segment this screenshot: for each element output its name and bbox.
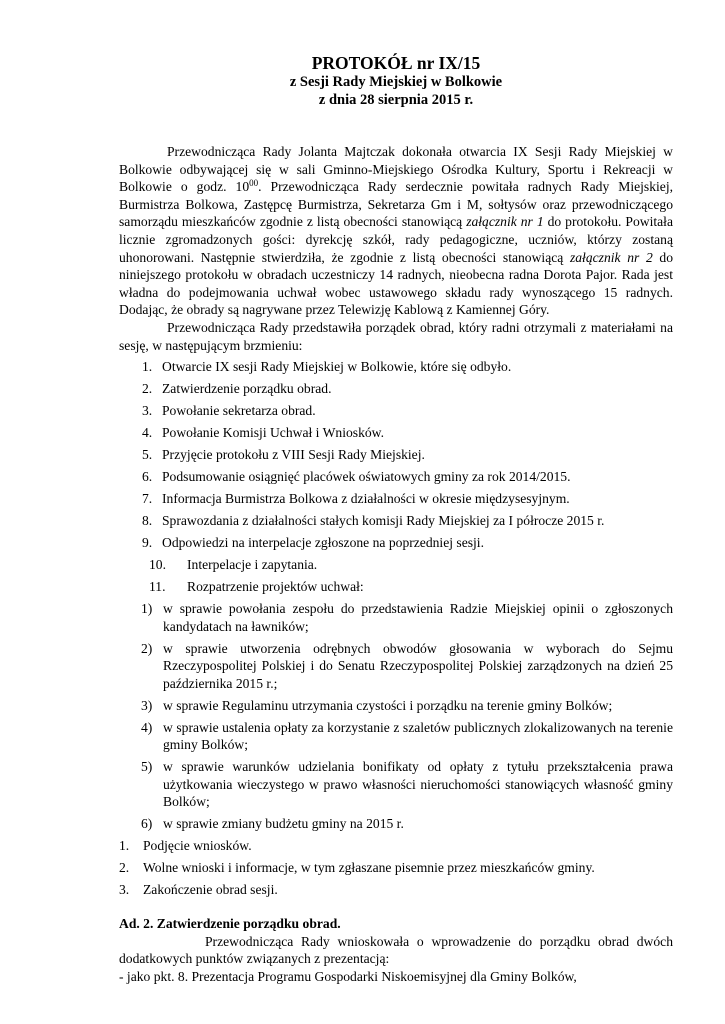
list-item: 6) w sprawie zmiany budżetu gminy na 2015 r.	[141, 816, 404, 832]
list-item: 3. Powołanie sekretarza obrad.	[142, 403, 316, 419]
list-item: 4) w sprawie ustalenia opłaty za korzystanie z szaletów publicznych zlokalizowanych na terenie gminy Bolków;	[141, 719, 673, 753]
intro-paragraph: Przewodnicząca Rady Jolanta Majtczak dokonała otwarcia IX Sesji Rady Miejskiej w Bolkowie odbywającej się w sali Gminno-Miejskiego Ośrodka Kultury, Sportu i Rekreacji w Bolkowie o godz. $10^{00}$. Przewodnicząca Rady serdecznie powitała radnych Rady Miejskiej, Burmistrza Bolkowa, Zastępcę Burmistrza, Sekretarza Gm i M, sołtysów oraz przewodniczącego samorządu mieszkańców zgodnie z listą obecności stanowiącą załącznik nr 1 do protokołu. Powitała licznie zgromadzonych gości: dyrekcję szkół, rady pedagogiczne, uczniów, którzy zostaną uhonorowani. Następnie stwierdziła, że zgodnie z listą obecności stanowiącą załącznik nr 2 do niniejszego protokołu w obradach uczestniczy 14 radnych, nieobecna radna Dorota Pajor. Rada jest władna do podejmowania uchwał wobec ustawowego składu rady wynoszącego 15 radnych. Dodając, że obrady są nagrywane przez Telewizję Kablową z Kamiennej Góry.	[119, 144, 673, 318]
resolution-list	[119, 600, 673, 833]
attachment-ref-1: załącznik nr 1	[466, 214, 544, 230]
closing-list	[119, 837, 673, 899]
attachment-ref-2: załącznik nr 2	[569, 249, 653, 265]
document-page	[119, 52, 673, 985]
list-item: 4. Powołanie Komisji Uchwał i Wniosków.	[142, 425, 385, 441]
list-item: 7. Informacja Burmistrza Bolkowa z działalności w okresie międzysesyjnym.	[142, 491, 570, 507]
list-item: 6. Podsumowanie osiągnięć placówek oświatowych gminy za rok 2014/2015.	[142, 469, 571, 485]
time-superscript: 00	[249, 178, 259, 189]
list-item: 11. Rozpatrzenie projektów uchwał:	[149, 578, 364, 594]
list-item: 9. Odpowiedzi na interpelacje zgłoszone na poprzedniej sesji.	[142, 535, 484, 550]
list-item: 2) w sprawie utworzenia odrębnych obwodów głosowania w wyborach do Sejmu Rzeczypospolitej Polskiej i do Senatu Rzeczypospolitej Polskiej zarządzonych na dzień 25 października 2015 r.;	[141, 640, 673, 691]
list-item: 8. Sprawozdania z działalności stałych komisji Rady Miejskiej za I półrocze 2015 r.	[142, 513, 605, 529]
list-item: 1. Otwarcie IX sesji Rady Miejskiej w Bolkowie, które się odbyło.	[142, 359, 512, 375]
section-paragraph: - jako pkt. 8. Prezentacja Programu Gospodarki Niskoemisyjnej dla Gminy Bolków,	[119, 968, 577, 984]
list-item: 3. Zakończenie obrad sesji.	[119, 882, 278, 898]
list-item: 2. Zatwierdzenie porządku obrad.	[142, 381, 332, 397]
list-item: 5. Przyjęcie protokołu z VIII Sesji Rady Miejskiej.	[142, 447, 425, 463]
list-item: 5) w sprawie warunków udzielania bonifikaty od opłaty z tytułu przekształcenia prawa użytkowania wieczystego w prawo własności nieruchomości stanowiących własność gminy Bolków;	[141, 759, 673, 810]
section-paragraph: Przewodnicząca Rady wnioskowała o wprowadzenie do porządku obrad dwóch dodatkowych punktów związanych z prezentacją:	[119, 933, 673, 967]
document-title: PROTOKÓŁ nr IX/15	[311, 53, 481, 73]
document-subtitle: z Sesji Rady Miejskiej w Bolkowie	[289, 74, 503, 90]
agenda-intro-paragraph: Przewodnicząca Rady przedstawiła porządek obrad, który radni otrzymali z materiałami na sesję, w następującym brzmieniu:	[119, 319, 673, 353]
document-date: z dnia 28 sierpnia 2015 r.	[318, 91, 474, 108]
list-item: 1. Podjęcie wniosków.	[119, 838, 252, 854]
agenda-list	[119, 358, 673, 595]
list-item: 1) w sprawie powołania zespołu do przedstawienia Radzie Miejskiej opinii o zgłoszonych kandydatach na ławników;	[141, 600, 673, 634]
list-item: 10. Interpelacje i zapytania.	[149, 556, 318, 572]
list-item: 2. Wolne wnioski i informacje, w tym zgłaszane pisemnie przez mieszkańców gminy.	[119, 860, 595, 876]
section-heading: Ad. 2. Zatwierdzenie porządku obrad.	[119, 915, 341, 931]
list-item: 3) w sprawie Regulaminu utrzymania czystości i porządku na terenie gminy Bolków;	[141, 697, 613, 713]
